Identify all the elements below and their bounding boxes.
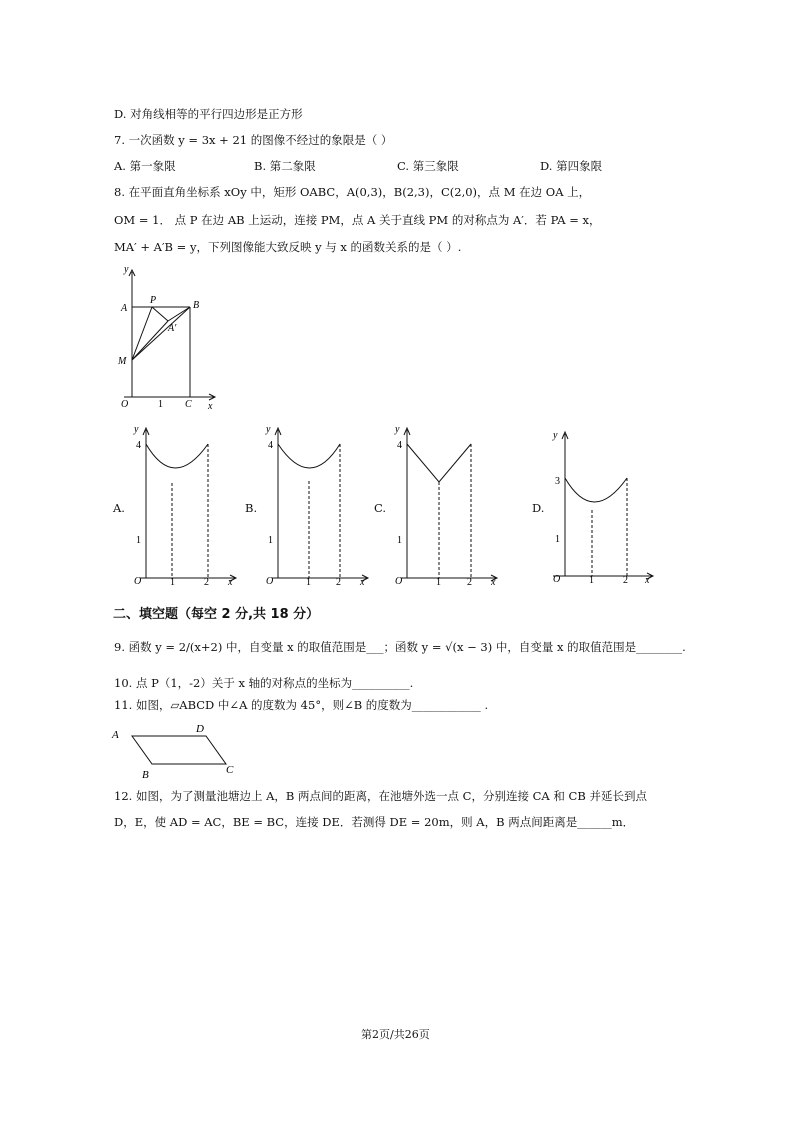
graph-c-x2: 2 [467, 577, 472, 588]
graph-b-y4: 4 [268, 440, 273, 451]
option-a-graph [126, 422, 244, 590]
option-d-graph [545, 426, 663, 588]
graph-c-o: O [395, 576, 403, 587]
q7-option-c: C. 第三象限 [397, 159, 459, 173]
graph-a-x2: 2 [204, 577, 209, 588]
graph-c-y4: 4 [397, 440, 402, 451]
fig-label-m: M [118, 356, 127, 367]
graph-c-x: x [491, 577, 496, 588]
graph-d-y: y [553, 430, 558, 441]
question-12-line2: D，E，使 AD = AC，BE = BC，连接 DE．若测得 DE = 20m，则 A，B 两点间距离是______m． [114, 815, 635, 829]
graph-b-x2: 2 [336, 577, 341, 588]
graph-d-x2: 2 [623, 575, 628, 586]
question-10: 10. 点 P（1，-2）关于 x 轴的对称点的坐标为__________. [114, 676, 414, 690]
option-c-graph [387, 422, 505, 590]
para-label-b: B [142, 769, 149, 781]
para-label-a: A [112, 729, 119, 741]
fig-label-b: B [193, 300, 200, 311]
graph-a-y4: 4 [136, 440, 141, 451]
fig-x-label: x [208, 401, 213, 412]
graph-a-y1: 1 [136, 535, 141, 546]
graph-c-y1: 1 [397, 535, 402, 546]
fig-label-c: C [185, 399, 192, 410]
question-8-line1: 8. 在平面直角坐标系 xOy 中，矩形 OABC，A(0,3)，B(2,3)，C(2,0)，点 M 在边 OA 上， [114, 185, 591, 199]
graph-a-y: y [134, 424, 139, 435]
graph-b-x: x [360, 577, 365, 588]
graph-c-x1: 1 [436, 577, 441, 588]
fig-label-a: A [121, 303, 128, 314]
page-footer: 第2页/共26页 [361, 1028, 430, 1041]
option-b-graph [258, 422, 376, 590]
graph-d-o: O [553, 574, 561, 585]
fig-label-one: 1 [158, 399, 163, 410]
option-c-letter: C. [374, 501, 387, 515]
graph-b-y1: 1 [268, 535, 273, 546]
question-8-line3: MA′ + A′B = y，下列图像能大致反映 y 与 x 的函数关系的是（ ）. [114, 240, 462, 254]
graph-a-x1: 1 [170, 577, 175, 588]
q7-option-b: B. 第二象限 [254, 159, 316, 173]
fig-label-o: O [121, 399, 129, 410]
graph-c-y: y [395, 424, 400, 435]
rectangle-figure [110, 262, 220, 412]
para-label-c: C [226, 764, 234, 776]
question-8-line2: OM = 1． 点 P 在边 AB 上运动，连接 PM，点 A 关于直线 PM 的对称点为 A′．若 PA = x， [114, 213, 601, 227]
graph-d-x1: 1 [589, 575, 594, 586]
graph-b-y: y [266, 424, 271, 435]
option-b-letter: B. [245, 501, 258, 515]
parallelogram-figure [108, 720, 243, 782]
question-11: 11. 如图，▱ABCD 中∠A 的度数为 45°，则∠B 的度数为____________ . [114, 698, 489, 712]
graph-a-x: x [228, 577, 233, 588]
graph-a-o: O [134, 576, 142, 587]
q7-option-d: D. 第四象限 [540, 159, 603, 173]
section-2-heading: 二、填空题（每空 2 分,共 18 分） [113, 607, 320, 622]
fig-label-p: P [150, 295, 157, 306]
fig-label-a-prime: A′ [168, 323, 177, 334]
question-12-line1: 12. 如图，为了测量池塘边上 A，B 两点间的距离，在池塘外选一点 C，分别连接 CA 和 CB 并延长到点 [114, 789, 647, 803]
graph-d-y3: 3 [555, 476, 560, 487]
question-9: 9. 函数 y = 2/(x+2) 中，自变量 x 的取值范围是___；函数 y = √(x − 3) 中，自变量 x 的取值范围是________. [114, 640, 686, 654]
option-a-letter: A. [113, 501, 125, 515]
fig-y-label: y [124, 264, 129, 275]
graph-d-x: x [645, 575, 650, 586]
question-7: 7. 一次函数 y = 3x + 21 的图像不经过的象限是（ ） [114, 133, 393, 147]
option-d-letter: D. [532, 501, 545, 515]
para-label-d: D [196, 723, 204, 735]
graph-b-x1: 1 [306, 577, 311, 588]
q7-option-a: A. 第一象限 [114, 159, 176, 173]
graph-d-y1: 1 [555, 534, 560, 545]
graph-b-o: O [266, 576, 274, 587]
option-d-q6: D. 对角线相等的平行四边形是正方形 [114, 107, 303, 121]
